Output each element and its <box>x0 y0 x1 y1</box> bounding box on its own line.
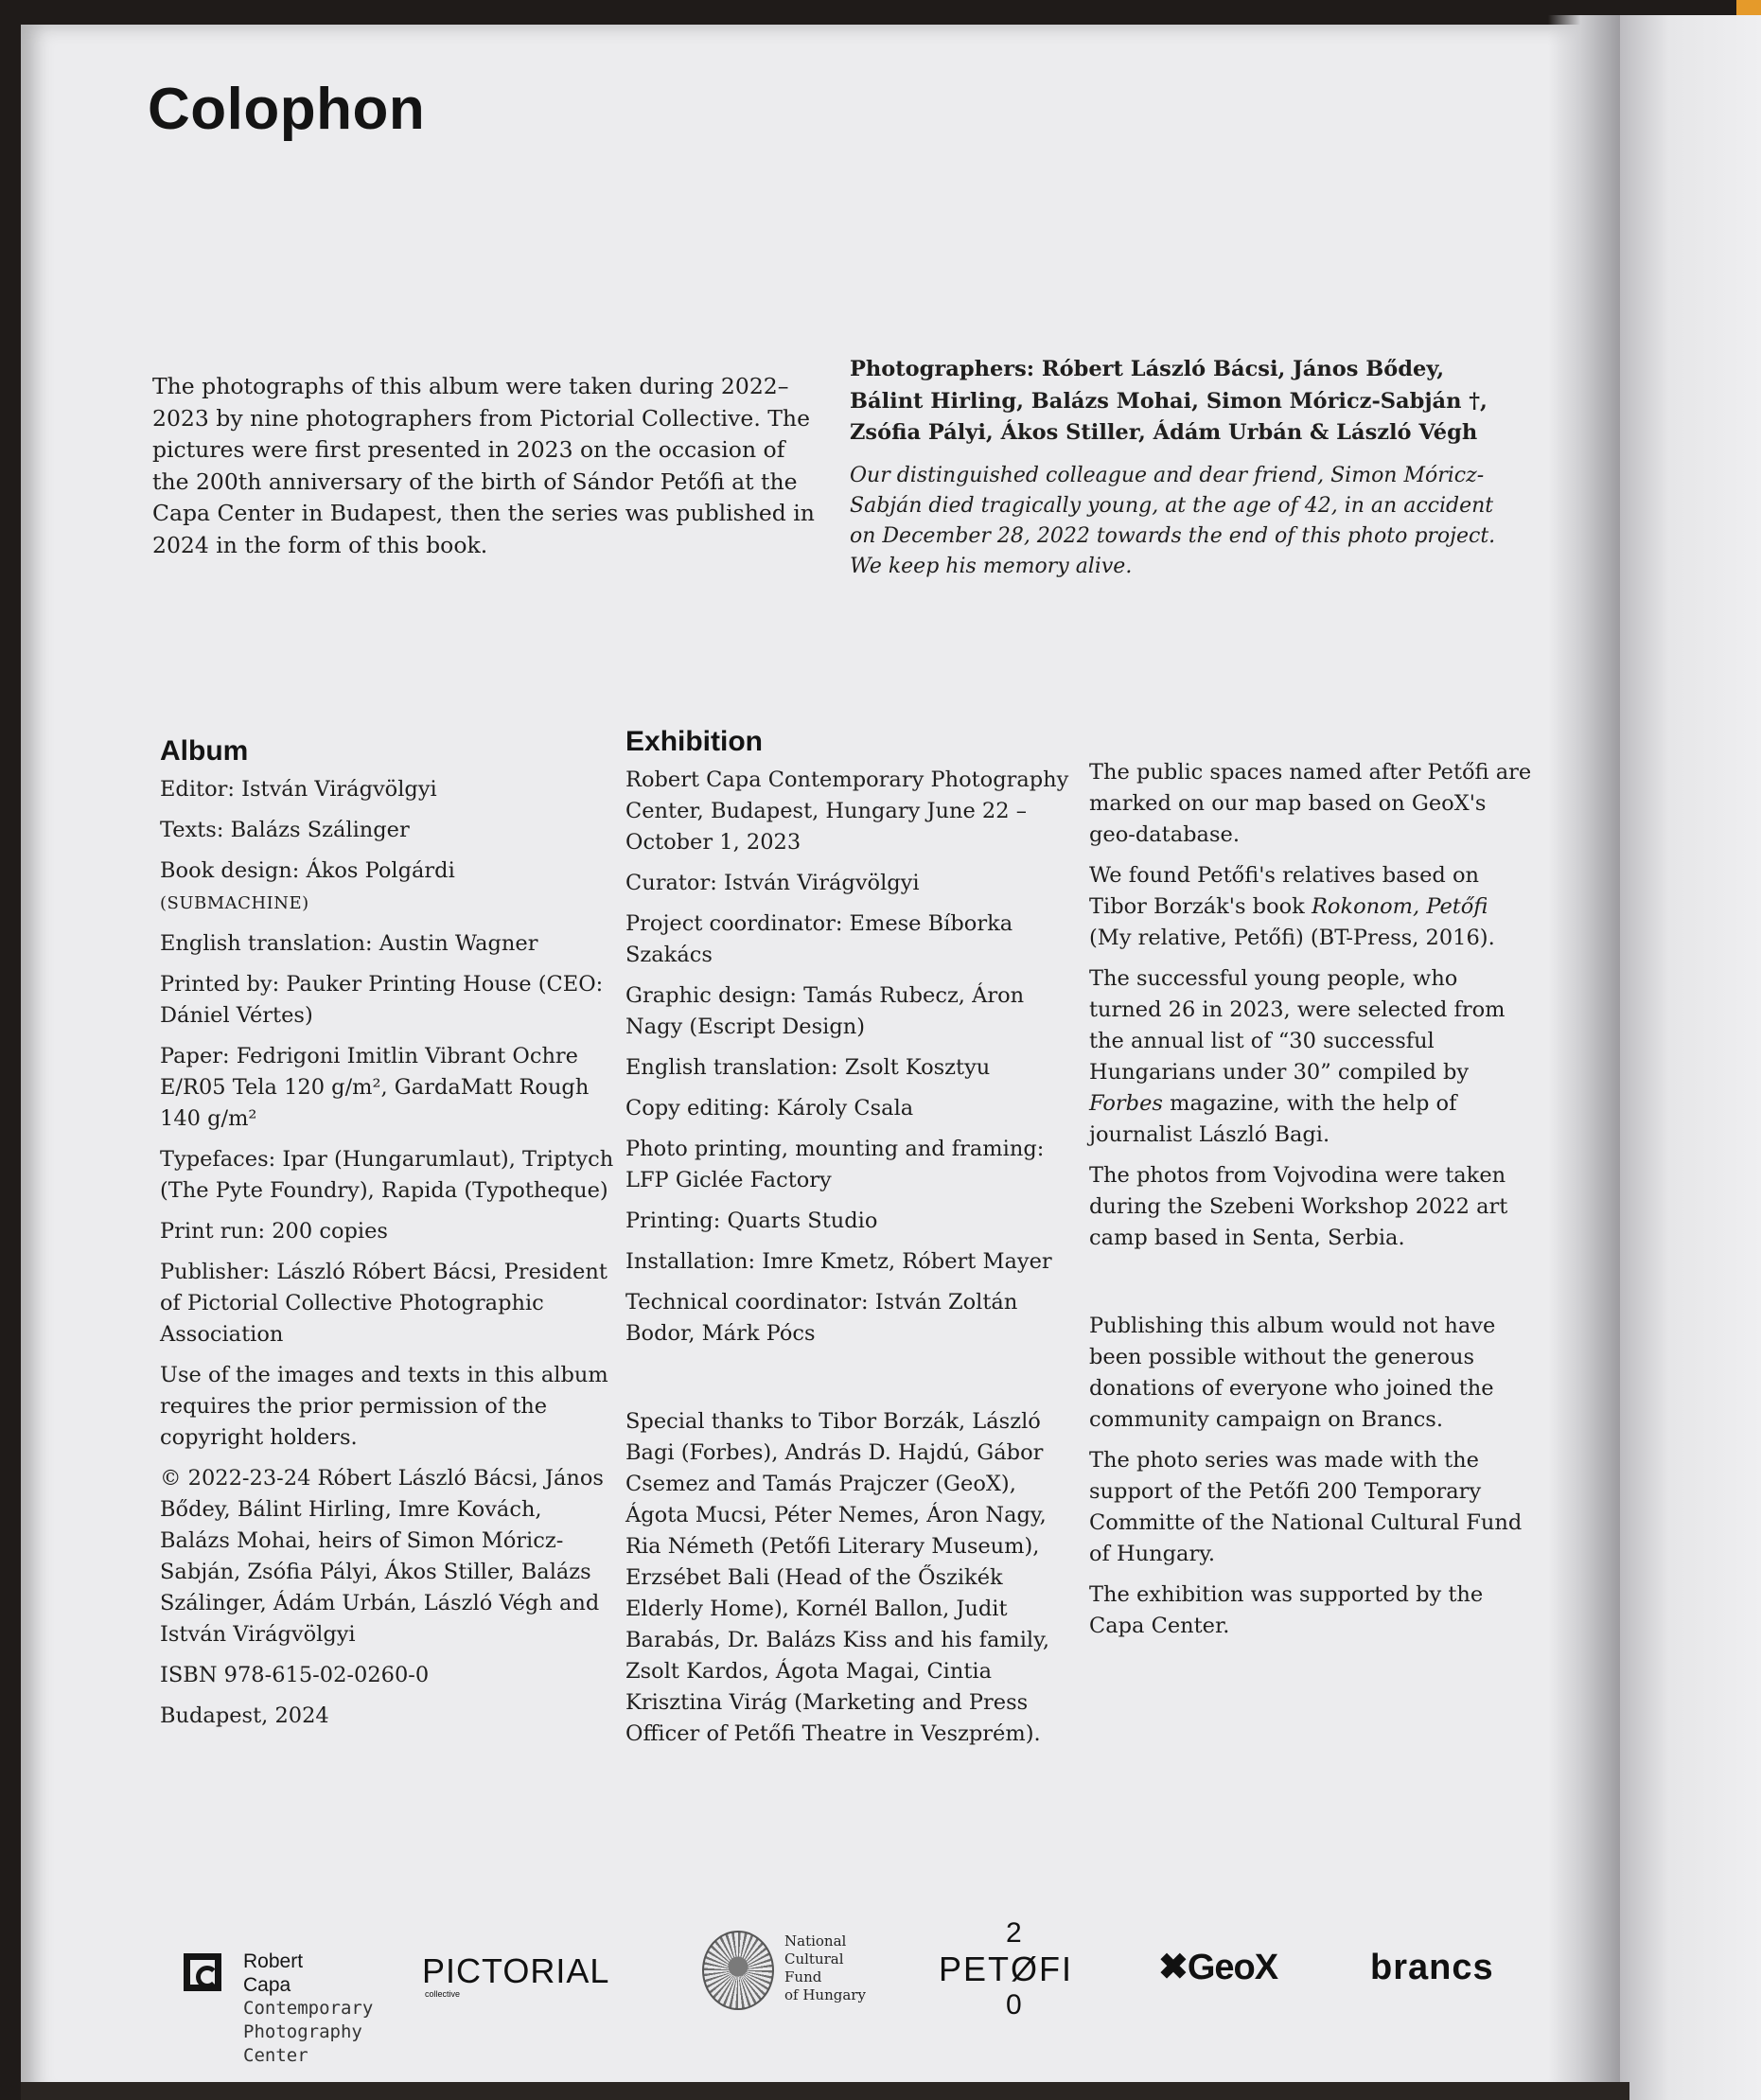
book-gutter <box>1548 15 1620 2100</box>
note-donations: Publishing this album would not have been possible without the generous donations of everyone who joined the community campaign on Brancs. <box>1089 1314 1496 1432</box>
exhibition-printing: Printing: Quarts Studio <box>625 1209 878 1233</box>
album-column <box>160 734 614 1741</box>
album-heading: Album <box>160 735 249 767</box>
exhibition-column <box>625 725 1080 1759</box>
note-relatives <box>1089 860 1534 954</box>
album-book-design <box>160 856 614 919</box>
ncf-logo-line: National <box>784 1932 847 1950</box>
capa-logo-line: Robert <box>243 1950 304 1972</box>
capa-logo-line: Contemporary <box>243 1998 374 2019</box>
sponsor-logos <box>0 1912 1609 2091</box>
note-public-spaces: The public spaces named after Petőfi are marked on our map based on GeoX's geo-database. <box>1089 760 1532 847</box>
pictorial-logo: PICTORIAL <box>422 1951 610 1990</box>
ncf-logo-line: Cultural <box>784 1950 844 1968</box>
exhibition-copy-editing: Copy editing: Károly Csala <box>625 1096 914 1121</box>
capa-logo-line: Center <box>243 2045 308 2066</box>
exhibition-translation: English translation: Zsolt Kosztyu <box>625 1055 991 1080</box>
capa-logo-line: Capa <box>243 1974 291 1996</box>
photographers-credit: Photographers: Róbert László Bácsi, János Bődey, Bálint Hirling, Balázs Mohai, Simon Móricz-Sabján †, Zsófia Pályi, Ákos Stiller, Ádám Urbán & László Végh <box>850 357 1488 445</box>
album-translation: English translation: Austin Wagner <box>160 931 538 956</box>
page-title: Colophon <box>148 77 426 142</box>
exhibition-installation: Installation: Imre Kmetz, Róbert Mayer <box>625 1249 1052 1274</box>
album-book-design-studio: (SUBMACHINE) <box>160 893 309 913</box>
note-relatives-title: Rokonom, Petőfi <box>1311 894 1488 919</box>
album-print-run: Print run: 200 copies <box>160 1219 388 1244</box>
note-support: The photo series was made with the support of the Petőfi 200 Temporary Committe of the National Cultural Fund of Hungary. <box>1089 1448 1523 1566</box>
ncf-logo-line: of Hungary <box>784 1986 866 2003</box>
ncf-logo <box>784 1932 866 2004</box>
geox-logo: ✖GeoX <box>1158 1948 1278 1987</box>
album-copyright: © 2022-23-24 Róbert László Bácsi, János Bődey, Bálint Hirling, Imre Kovách, Balázs Mohai, heirs of Simon Móricz-Sabján, Zsófia Pályi, Ákos Stiller, Balázs Szálinger, Ádám Urbán, László Végh and István Virágvölgyi <box>160 1466 604 1647</box>
facing-page <box>1620 15 1761 2100</box>
ncf-seal-icon <box>702 1931 774 2010</box>
pictorial-logo-sub: collective <box>425 1989 461 1999</box>
note-capa: The exhibition was supported by the Capa Center. <box>1089 1582 1484 1638</box>
capa-logo-icon <box>184 1953 221 1991</box>
petofi-logo-top: 2 <box>1006 1917 1022 1949</box>
capa-logo-line: Photography <box>243 2021 362 2042</box>
note-relatives-pre: We found Petőfi's relatives based on Tibor Borzák's book <box>1089 863 1480 919</box>
album-texts: Texts: Balázs Szálinger <box>160 818 410 842</box>
exhibition-photo-printing: Photo printing, mounting and framing: LFP Giclée Factory <box>625 1137 1045 1192</box>
exhibition-project-coordinator: Project coordinator: Emese Bíborka Szakács <box>625 911 1013 967</box>
ncf-logo-line: Fund <box>784 1968 822 1985</box>
petofi-logo-bottom: 0 <box>1006 1989 1022 2021</box>
album-permission: Use of the images and texts in this album requires the prior permission of the copyright holders. <box>160 1363 608 1450</box>
note-vojvodina: The photos from Vojvodina were taken during the Szebeni Workshop 2022 art camp based in Senta, Serbia. <box>1089 1163 1508 1250</box>
exhibition-curator: Curator: István Virágvölgyi <box>625 871 920 895</box>
notes-column <box>1089 757 1534 1651</box>
brancs-logo: brancs <box>1370 1948 1494 1987</box>
petofi-logo: PETØFI <box>939 1950 1074 1988</box>
exhibition-graphic-design: Graphic design: Tamás Rubecz, Áron Nagy (Escript Design) <box>625 983 1025 1039</box>
photographers-block <box>850 354 1512 582</box>
exhibition-heading: Exhibition <box>625 726 763 757</box>
note-young-post: magazine, with the help of journalist László Bagi. <box>1089 1091 1457 1147</box>
special-thanks: Special thanks to Tibor Borzák, László Bagi (Forbes), András D. Hajdú, Gábor Csemez and Tamás Prajczer (GeoX), Ágota Mucsi, Péter Nemes, Áron Nagy, Ria Németh (Petőfi Literary Museum), Erzsébet Bali (Head of the Őszikék Elderly Home), Kornél Ballon, Judit Barabás, Dr. Balázs Kiss and his family, Zsolt Kardos, Ágota Magai, Cintia Krisztina Virág (Marketing and Press Officer of Petőfi Theatre in Veszprém). <box>625 1409 1049 1746</box>
note-young-title: Forbes <box>1089 1091 1163 1116</box>
album-place-date: Budapest, 2024 <box>160 1703 329 1728</box>
note-young-people <box>1089 963 1534 1151</box>
album-typefaces: Typefaces: Ipar (Hungarumlaut), Triptych (The Pyte Foundry), Rapida (Typotheque) <box>160 1147 614 1203</box>
album-editor: Editor: István Virágvölgyi <box>160 777 437 802</box>
album-isbn: ISBN 978-615-02-0260-0 <box>160 1663 430 1687</box>
intro-paragraph: The photographs of this album were taken during 2022–2023 by nine photographers from Pictorial Collective. The pictures were first presented in 2023 on the occasion of the 200th anniversary of the birth of Sándor Petőfi at the Capa Center in Budapest, then the series was published in 2024 in the form of this book. <box>152 373 815 558</box>
capa-logo <box>243 1950 373 2068</box>
album-printed-by: Printed by: Pauker Printing House (CEO: Dániel Vértes) <box>160 972 604 1028</box>
exhibition-technical: Technical coordinator: István Zoltán Bodor, Márk Pócs <box>625 1290 1018 1346</box>
note-relatives-post: (My relative, Petőfi) (BT-Press, 2016). <box>1089 926 1495 950</box>
album-book-design-text: Book design: Ákos Polgárdi <box>160 858 455 883</box>
memorial-note: Our distinguished colleague and dear friend, Simon Móricz-Sabján died tragically young, at the age of 42, in an accident on December 28, 2022 towards the end of this photo project. We keep his memory alive. <box>850 463 1496 578</box>
note-young-pre: The successful young people, who turned 26 in 2023, were selected from the annual list of “30 successful Hungarians under 30” compiled by <box>1089 966 1506 1085</box>
album-paper: Paper: Fedrigoni Imitlin Vibrant Ochre E/R05 Tela 120 g/m², GardaMatt Rough 140 g/m² <box>160 1044 590 1131</box>
exhibition-venue: Robert Capa Contemporary Photography Center, Budapest, Hungary June 22 – October 1, 2023 <box>625 768 1069 855</box>
album-publisher: Publisher: László Róbert Bácsi, President of Pictorial Collective Photographic Association <box>160 1260 608 1347</box>
